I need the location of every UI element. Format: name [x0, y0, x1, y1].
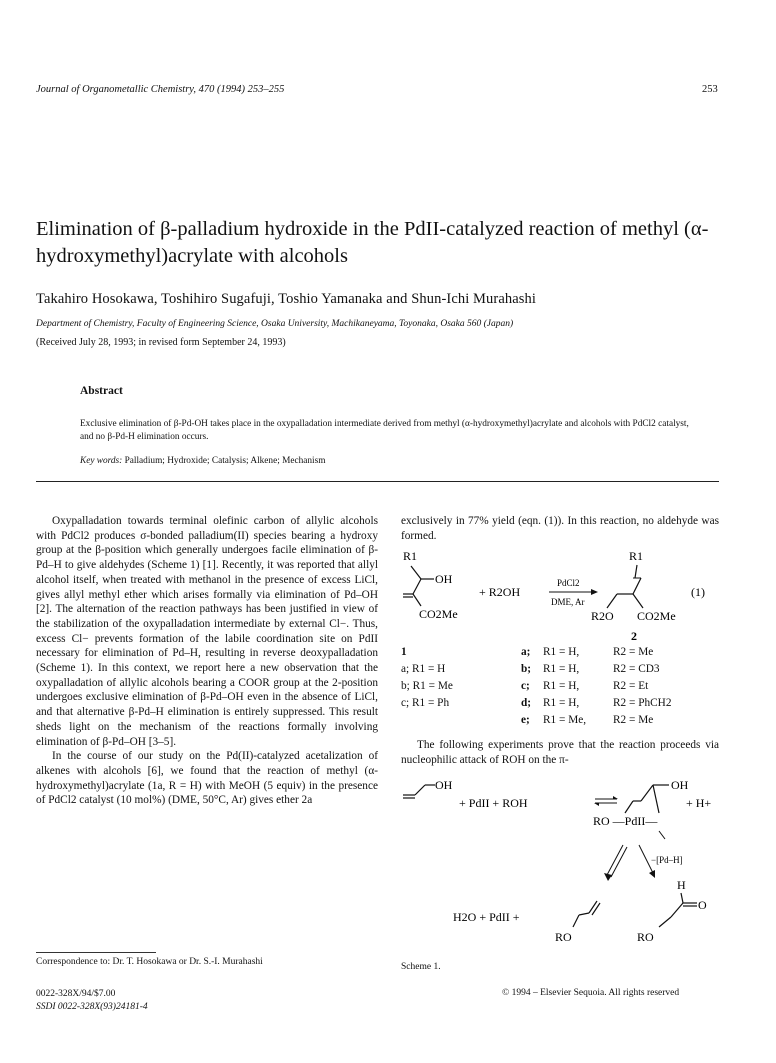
scheme-oh-left: OH [435, 778, 453, 792]
scheme-h-label: H [677, 878, 686, 892]
bond [659, 831, 665, 839]
scheme-h-plus: + H+ [686, 796, 712, 810]
bond [415, 785, 425, 795]
scheme-ro-left: RO [555, 930, 572, 944]
entry-2d-id: d; [521, 697, 532, 709]
body-paragraph-1: Oxypalladation towards terminal olefinic carbon of allylic alcohols with PdCl2 produces σ-bonded palladium(II) species bearing a hydroxy group at the β-position which generally undergoes facile elimination of β-Pd–H to give aldehydes (Scheme 1) [1]. Recently, it was reported that allyl alcohol itself, when treated with methanol in the presence of excess LiCl, gives allyl methyl ether which arises formally via elimination of Pd–OH [2]. The alternation of the reaction pathways has been justified in view of the stabilization of the oxypalladation intermediate by external Cl−. Thus, excess Cl− prevents formation of the labile coordination site on PdII necessary for elimination of Pd–H, resulting in reverse deoxypalladation (Scheme 1). In this context, we report here a new observation that the oxypalladation of allylic alcohols bearing a COOR group at the 2-position undergoes exclusive elimination of β-Pd–OH even in the absence of LiCl, and that alternative β-Pd–H elimination is entirely suppressed. This result sheds light on the mechanism of the reactions formally involving elimination of β-Pd–OH [3–5]. [36, 515, 378, 748]
entry-2b-r2: R2 = CD3 [613, 663, 660, 675]
eq-co2me-right: CO2Me [637, 609, 676, 623]
entry-2c-r2: R2 = Et [613, 680, 649, 692]
scheme-products-left: H2O + PdII + [453, 910, 520, 924]
bond [635, 565, 637, 578]
eq-co2me-left: CO2Me [419, 607, 458, 621]
right-column-text: The following experiments prove that the reaction proceeds via nucleophilic attack of ROH on the π- [401, 739, 719, 766]
keywords-list: Palladium; Hydroxide; Catalysis; Alkene; Mechanism [124, 456, 326, 466]
scheme-o-label: O [698, 898, 707, 912]
journal-citation: Journal of Organometallic Chemistry, 470 (1994) 253–255 [36, 84, 285, 95]
entry-2e-r1: R1 = Me, [543, 714, 587, 726]
article-title: Elimination of β-palladium hydroxide in the PdII-catalyzed reaction of methyl (α-hydroxymethyl)acrylate with alcohols [36, 218, 709, 267]
page-number: 253 [702, 84, 718, 95]
copyright-notice: © 1994 – Elsevier Sequoia. All rights reserved [502, 988, 680, 998]
compound-label-1: 1 [401, 646, 407, 658]
arrow-head [591, 589, 598, 595]
eq-r2oh: + R2OH [479, 585, 521, 599]
entry-2e-r2: R2 = Me [613, 714, 654, 726]
bond [633, 594, 643, 608]
bond [607, 594, 617, 608]
scheme-ro-pd: RO —PdII— [593, 814, 658, 828]
entry-2a-r2: R2 = Me [613, 646, 654, 658]
eq-r1-right: R1 [629, 549, 644, 563]
double-bond [589, 901, 597, 913]
entry-2a-id: a; [521, 646, 531, 658]
entry-2d-r2: R2 = PhCH2 [613, 697, 672, 709]
left-column [36, 514, 378, 808]
eq-conditions: DME, Ar [551, 597, 585, 607]
entry-2b-r1: R1 = H, [543, 663, 580, 675]
double-bond [592, 903, 600, 915]
compound-table [401, 646, 719, 731]
bond [659, 917, 671, 927]
keywords-label: Key words: [80, 456, 123, 466]
scheme-pd-h: −[Pd–H] [651, 855, 683, 865]
author-list: Takahiro Hosokawa, Toshihiro Sugafuji, Toshio Yamanaka and Shun-Ichi Murahashi [36, 291, 536, 307]
scheme-reactants: + PdII + ROH [459, 796, 528, 810]
arrow-head [613, 796, 618, 799]
bond [413, 579, 421, 594]
bond [579, 913, 589, 915]
arrow-head [594, 803, 599, 806]
eq-oh: OH [435, 572, 453, 586]
eq-r1-left: R1 [403, 549, 418, 563]
bond [653, 785, 659, 813]
ssdi-code: SSDI 0022-328X(93)24181-4 [36, 1001, 148, 1012]
correspondence-note: Correspondence to: Dr. T. Hosokawa or Dr. S.-I. Murahashi [36, 957, 263, 967]
right-column-intro: exclusively in 77% yield (eqn. (1)). In this reaction, no aldehyde was formed. [401, 515, 719, 542]
compound-label-2: 2 [631, 629, 637, 643]
bond [681, 893, 683, 903]
abstract-heading: Abstract [80, 385, 123, 397]
entry-2a-r1: R1 = H, [543, 646, 580, 658]
scheme-caption: Scheme 1. [401, 962, 441, 972]
entry-1b: b; R1 = Me [401, 680, 453, 692]
bond [641, 785, 653, 801]
bond [413, 594, 421, 606]
eq-r2o: R2O [591, 609, 614, 623]
bond [411, 566, 421, 579]
scheme-oh-right: OH [671, 778, 689, 792]
equation-number: (1) [691, 585, 705, 599]
entry-1a: a; R1 = H [401, 663, 446, 675]
scheme-1-figure [401, 775, 719, 955]
entry-2c-id: c; [521, 680, 530, 692]
eq-reagent: PdCl2 [557, 578, 580, 588]
entry-1c: c; R1 = Ph [401, 697, 450, 709]
keywords [80, 456, 325, 466]
entry-2d-r1: R1 = H, [543, 697, 580, 709]
entry-2b-id: b; [521, 663, 532, 675]
affiliation: Department of Chemistry, Faculty of Engineering Science, Osaka University, Machikaneyama, Toyonaka, Osaka 560 (Japan) [36, 319, 514, 329]
scheme-ro-right: RO [637, 930, 654, 944]
received-dates: (Received July 28, 1993; in revised form September 24, 1993) [36, 337, 286, 348]
body-paragraph-2: In the course of our study on the Pd(II)-catalyzed acetalization of alkenes with alcohols [6], we found that the reaction of methyl (α-hydroxymethyl)acrylate (1a, R = H) with MeOH (5 equiv) in the presence of PdCl2 catalyst (10 mol%) (DME, 50°C, Ar) gives ether 2a [36, 750, 378, 807]
entry-2e-id: e; [521, 714, 530, 726]
equation-1-scheme [401, 548, 719, 644]
abstract-divider [36, 481, 719, 482]
arrow-head [604, 873, 612, 881]
price-code: 0022-328X/94/$7.00 [36, 989, 116, 999]
footnote-divider [36, 952, 156, 953]
abstract-text: Exclusive elimination of β-Pd-OH takes place in the oxypalladation intermediate derived from methyl (α-hydroxymethyl)acrylate and alcohols with PdCl2 catalyst, and no β-Pd-H elimination occurs. [80, 419, 689, 442]
bond [573, 915, 579, 927]
bond [633, 578, 641, 594]
article-codes [36, 988, 148, 1013]
bond [625, 801, 633, 813]
entry-2c-r1: R1 = H, [543, 680, 580, 692]
bond [671, 903, 683, 917]
